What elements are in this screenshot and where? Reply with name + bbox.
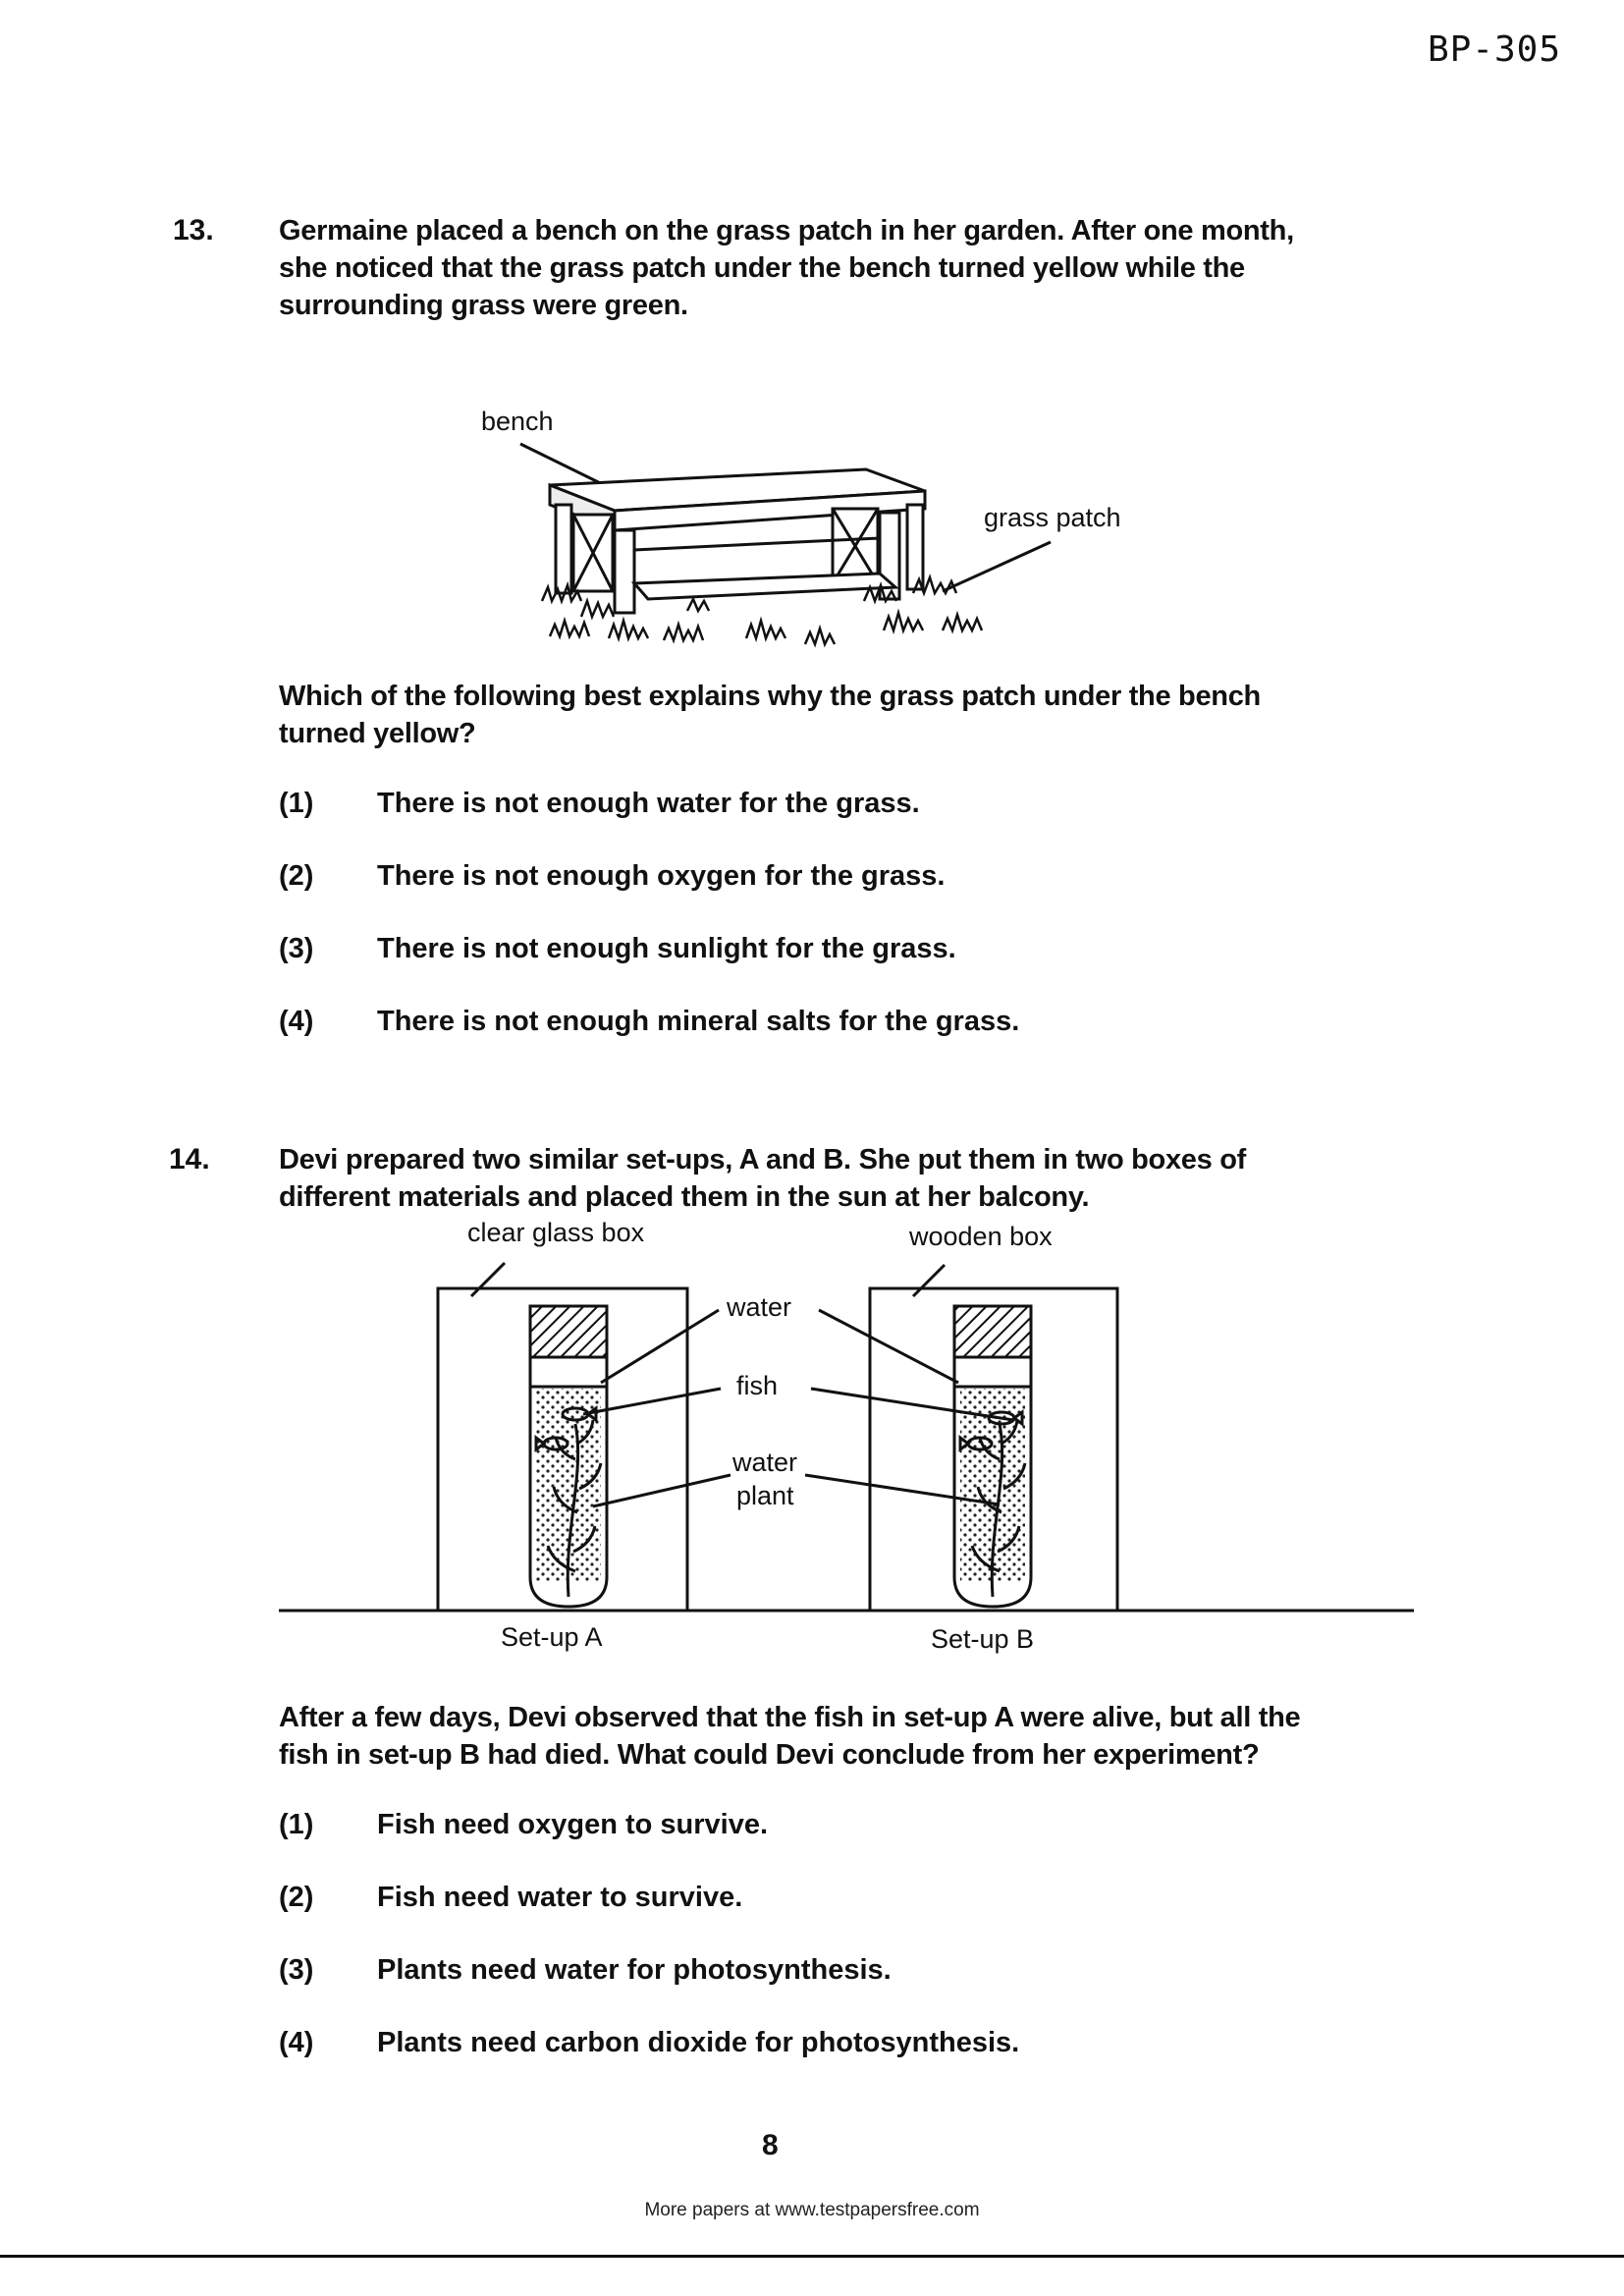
option-number: (1) bbox=[279, 788, 314, 819]
label-wooden-box: wooden box bbox=[909, 1222, 1053, 1251]
label-bench: bench bbox=[481, 407, 554, 436]
option-number: (3) bbox=[279, 933, 314, 964]
label-fish: fish bbox=[736, 1371, 779, 1400]
option-text: Fish need water to survive. bbox=[377, 1882, 743, 1913]
option-number: (1) bbox=[279, 1809, 314, 1840]
test-tube-a bbox=[530, 1306, 607, 1607]
label-water-plant-line1: water bbox=[732, 1448, 798, 1477]
paper-code: BP-305 bbox=[1427, 29, 1561, 70]
q13-stem-line: she noticed that the grass patch under the bench turned yellow while the bbox=[279, 252, 1245, 284]
option-number: (2) bbox=[279, 1882, 314, 1913]
q14-stem-line: different materials and placed them in the sun at her balcony. bbox=[279, 1181, 1090, 1213]
caption-setup-b: Set-up B bbox=[931, 1624, 1035, 1654]
q13-stem-line: Germaine placed a bench on the grass patch in her garden. After one month, bbox=[279, 215, 1294, 246]
option-text: There is not enough sunlight for the grass. bbox=[377, 933, 956, 964]
label-clear-glass-box: clear glass box bbox=[467, 1218, 645, 1247]
option-text: Fish need oxygen to survive. bbox=[377, 1809, 769, 1840]
option-number: (4) bbox=[279, 2027, 314, 2058]
option-text: There is not enough oxygen for the grass. bbox=[377, 860, 946, 892]
q14-option-3[interactable] bbox=[279, 1954, 892, 1987]
caption-setup-a: Set-up A bbox=[501, 1622, 603, 1652]
q13-number: 13. bbox=[173, 214, 214, 246]
q14-option-2[interactable] bbox=[279, 1882, 742, 1914]
q14-question bbox=[279, 1699, 1300, 1774]
option-text: There is not enough water for the grass. bbox=[377, 788, 920, 819]
source-note: More papers at www.testpapersfree.com bbox=[644, 2200, 980, 2220]
option-number: (4) bbox=[279, 1006, 314, 1037]
bottom-rule bbox=[0, 2255, 1624, 2258]
q14-stem-line: Devi prepared two similar set-ups, A and B. She put them in two boxes of bbox=[279, 1144, 1246, 1175]
q14-number: 14. bbox=[169, 1143, 210, 1175]
q14-question-line: After a few days, Devi observed that the fish in set-up A were alive, but all the bbox=[279, 1702, 1301, 1733]
q14-option-1[interactable] bbox=[279, 1809, 768, 1841]
option-number: (2) bbox=[279, 860, 314, 892]
option-text: Plants need water for photosynthesis. bbox=[377, 1954, 892, 1986]
q13-question-line: Which of the following best explains why the grass patch under the bench bbox=[279, 681, 1261, 712]
q14-question-line: fish in set-up B had died. What could Devi conclude from her experiment? bbox=[279, 1739, 1260, 1771]
test-tube-b bbox=[954, 1306, 1031, 1607]
option-text: Plants need carbon dioxide for photosynthesis. bbox=[377, 2027, 1020, 2058]
page-number: 8 bbox=[762, 2129, 779, 2161]
q14-option-4[interactable] bbox=[279, 2027, 1019, 2059]
option-number: (3) bbox=[279, 1954, 314, 1986]
option-text: There is not enough mineral salts for the grass. bbox=[377, 1006, 1020, 1037]
q13-question-line: turned yellow? bbox=[279, 718, 476, 749]
label-grass-patch: grass patch bbox=[984, 503, 1121, 532]
label-water-plant-line2: plant bbox=[736, 1481, 794, 1510]
label-water: water bbox=[727, 1292, 792, 1322]
q13-stem-line: surrounding grass were green. bbox=[279, 290, 688, 321]
